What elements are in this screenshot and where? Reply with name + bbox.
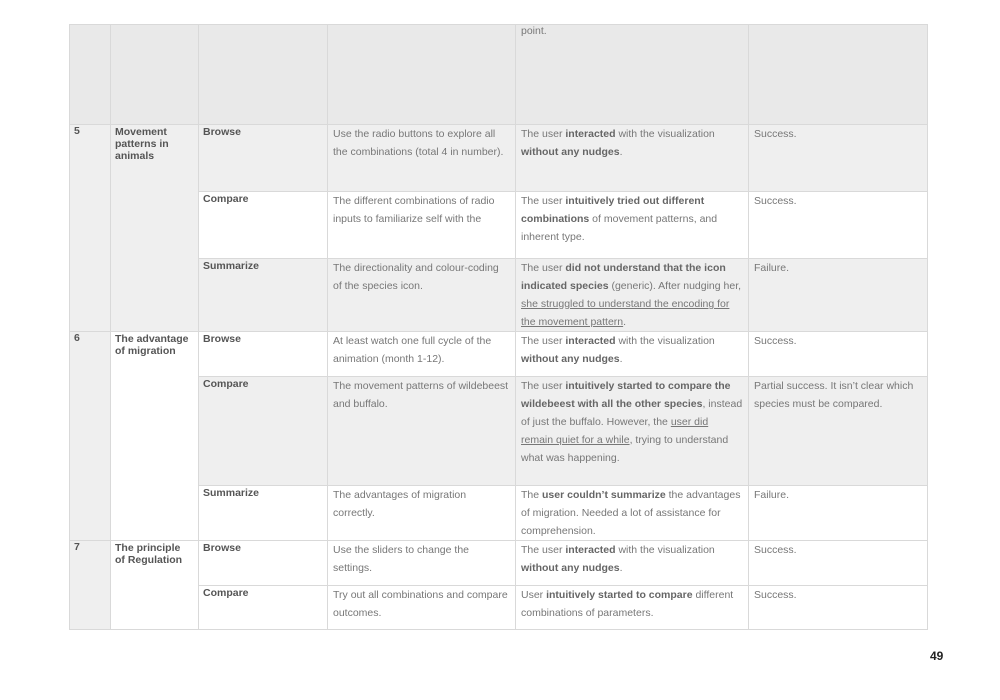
table-row (70, 541, 928, 586)
topic-title: The advantage of migration (115, 333, 189, 357)
observation-cell (516, 332, 749, 377)
outcome-cell (749, 332, 928, 377)
outcome-cell (749, 25, 928, 125)
goal-cell (328, 192, 516, 259)
goal-text: Use the radio buttons to explore all the combinations (total 4 in number). (333, 128, 504, 158)
goal-text: The advantages of migration correctly. (333, 489, 467, 519)
task-label: Summarize (203, 260, 260, 272)
topic-cell (111, 541, 199, 630)
table-row (70, 332, 928, 377)
outcome-text: Success. (754, 335, 797, 347)
number-cell (70, 541, 111, 630)
task-cell (199, 192, 328, 259)
goal-cell (328, 586, 516, 630)
goal-cell (328, 259, 516, 332)
topic-number: 6 (74, 332, 80, 344)
goal-text: The different combinations of radio inputs to familiarize self with the (333, 195, 495, 225)
goal-cell (328, 332, 516, 377)
outcome-cell (749, 259, 928, 332)
table-row (70, 125, 928, 192)
outcome-text: Failure. (754, 489, 790, 501)
page-number: 49 (930, 649, 944, 663)
table-row (70, 377, 928, 486)
topic-title: Movement patterns in animals (115, 126, 169, 162)
table-row (70, 192, 928, 259)
outcome-cell (749, 541, 928, 586)
topic-number: 7 (74, 541, 80, 553)
observation-cell (516, 541, 749, 586)
task-label: Compare (203, 587, 249, 599)
task-label: Browse (203, 542, 241, 554)
goal-cell (328, 377, 516, 486)
goal-text: Try out all combinations and compare outcomes. (333, 589, 508, 619)
task-label: Compare (203, 378, 249, 390)
observation-text: The user interacted with the visualization without any nudges. (521, 335, 715, 365)
task-cell (199, 586, 328, 630)
goal-cell (328, 486, 516, 541)
observation-text: point. (521, 25, 547, 37)
task-label: Browse (203, 333, 241, 345)
outcome-text: Success. (754, 195, 797, 207)
observation-cell (516, 259, 749, 332)
goal-text: The directionality and colour-coding of the species icon. (333, 262, 499, 292)
table-row (70, 586, 928, 630)
observation-text: The user did not understand that the icon indicated species (generic). After nudging her, she struggled to understand the encoding for the movement pattern. (521, 262, 742, 328)
task-cell (199, 259, 328, 332)
observation-text: The user couldn’t summarize the advantages of migration. Needed a lot of assistance for comprehension. (521, 489, 741, 537)
outcome-text: Success. (754, 544, 797, 556)
number-cell (70, 25, 111, 125)
outcome-cell (749, 586, 928, 630)
observation-cell (516, 192, 749, 259)
observation-cell (516, 25, 749, 125)
observation-text: The user interacted with the visualization without any nudges. (521, 544, 715, 574)
number-cell (70, 125, 111, 332)
goal-cell (328, 25, 516, 125)
outcome-text: Failure. (754, 262, 790, 274)
table-row (70, 25, 928, 125)
evaluation-table (69, 24, 928, 630)
observation-text: The user intuitively tried out different combinations of movement patterns, and inherent type. (521, 195, 718, 243)
goal-text: The movement patterns of wildebeest and buffalo. (333, 380, 509, 410)
task-cell (199, 332, 328, 377)
goal-cell (328, 125, 516, 192)
observation-cell (516, 486, 749, 541)
task-cell (199, 541, 328, 586)
task-label: Browse (203, 126, 241, 138)
outcome-cell (749, 192, 928, 259)
task-label: Compare (203, 193, 249, 205)
goal-cell (328, 541, 516, 586)
table-row (70, 259, 928, 332)
outcome-cell (749, 377, 928, 486)
observation-text: The user interacted with the visualization without any nudges. (521, 128, 715, 158)
task-cell (199, 25, 328, 125)
task-cell (199, 486, 328, 541)
task-cell (199, 125, 328, 192)
outcome-text: Partial success. It isn’t clear which species must be compared. (754, 380, 914, 410)
goal-text: At least watch one full cycle of the animation (month 1-12). (333, 335, 492, 365)
outcome-text: Success. (754, 589, 797, 601)
observation-cell (516, 125, 749, 192)
outcome-text: Success. (754, 128, 797, 140)
goal-text: Use the sliders to change the settings. (333, 544, 469, 574)
topic-cell (111, 332, 199, 541)
task-label: Summarize (203, 487, 260, 499)
outcome-cell (749, 125, 928, 192)
topic-cell (111, 25, 199, 125)
topic-number: 5 (74, 125, 80, 137)
observation-cell (516, 377, 749, 486)
observation-text: The user intuitively started to compare the wildebeest with all the other species, instead of just the buffalo. However, the user did remain quiet for a while, trying to understand what was happening. (521, 380, 743, 464)
number-cell (70, 332, 111, 541)
table-row (70, 486, 928, 541)
observation-text: User intuitively started to compare different combinations of parameters. (521, 589, 734, 619)
task-cell (199, 377, 328, 486)
observation-cell (516, 586, 749, 630)
topic-title: The principle of Regulation (115, 542, 183, 566)
topic-cell (111, 125, 199, 332)
outcome-cell (749, 486, 928, 541)
